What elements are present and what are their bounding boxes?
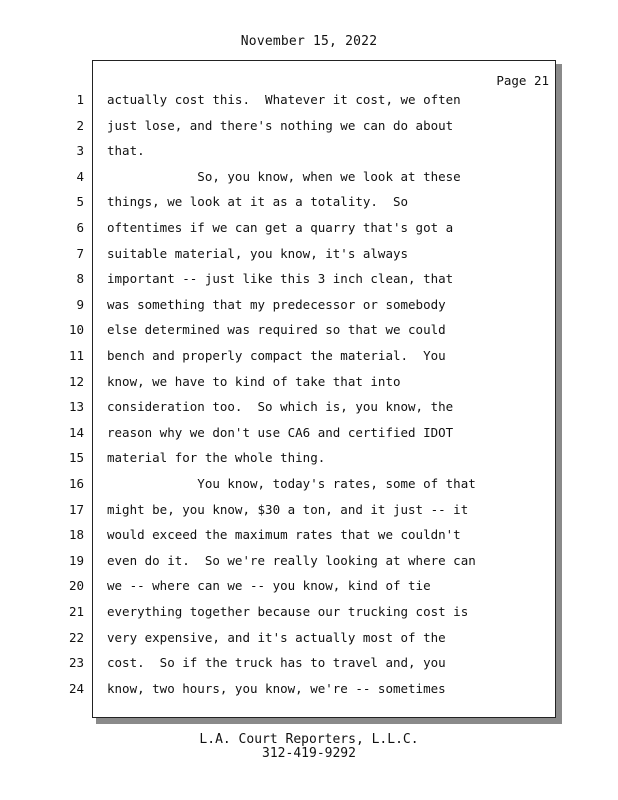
- reporter-phone: 312-419-9292: [262, 746, 356, 761]
- transcript-line: [0, 320, 618, 340]
- line-text: So, you know, when we look at these: [107, 168, 461, 184]
- transcript-line: [0, 525, 618, 545]
- line-number: 7: [76, 245, 84, 261]
- line-number: 3: [76, 143, 84, 159]
- line-text: very expensive, and it's actually most of the: [107, 629, 446, 645]
- reporter-company: L.A. Court Reporters, L.L.C.: [199, 732, 419, 747]
- transcript-line: [0, 346, 618, 366]
- line-number: 14: [68, 424, 84, 440]
- line-text: actually cost this. Whatever it cost, we often: [107, 92, 461, 107]
- transcript-line: [0, 218, 618, 238]
- transcript-line: [0, 602, 618, 622]
- transcript-line: [0, 295, 618, 315]
- line-number: 1: [76, 92, 84, 107]
- line-number: 23: [68, 655, 84, 671]
- line-number: 5: [76, 194, 84, 210]
- line-number: 4: [76, 168, 84, 184]
- transcript-line: [0, 448, 618, 468]
- transcript-line: [0, 116, 618, 136]
- line-number: 19: [68, 552, 84, 568]
- page-number: Page 21: [496, 73, 549, 88]
- transcript-line: [0, 167, 618, 187]
- line-number: 6: [76, 220, 84, 235]
- transcript-line: [0, 269, 618, 289]
- line-text: suitable material, you know, it's always: [107, 245, 409, 261]
- transcript-line: [0, 679, 618, 699]
- transcript-line: [0, 244, 618, 264]
- line-text: might be, you know, $30 a ton, and it just -- it: [107, 501, 469, 517]
- line-text: bench and properly compact the material. You: [107, 348, 446, 363]
- line-number: 17: [68, 501, 84, 517]
- transcript-line: [0, 628, 618, 648]
- line-number: 11: [68, 348, 84, 363]
- line-number: 21: [68, 604, 84, 619]
- transcript-line: [0, 576, 618, 596]
- transcript-line: [0, 90, 618, 110]
- line-number: 2: [76, 117, 84, 133]
- line-text: material for the whole thing.: [107, 450, 326, 466]
- line-text: reason why we don't use CA6 and certified IDOT: [107, 424, 454, 440]
- line-number: 10: [68, 322, 84, 338]
- line-text: know, we have to kind of take that into: [107, 373, 401, 389]
- line-text: was something that my predecessor or somebody: [107, 296, 446, 312]
- transcript-line: [0, 141, 618, 161]
- line-text: know, two hours, you know, we're -- sometimes: [107, 680, 446, 696]
- transcript-line: [0, 500, 618, 520]
- line-text: that.: [107, 143, 145, 159]
- transcript-line: [0, 372, 618, 392]
- transcript-line: [0, 423, 618, 443]
- line-text: would exceed the maximum rates that we couldn't: [107, 527, 461, 543]
- transcript-date: November 15, 2022: [240, 34, 378, 49]
- line-text: else determined was required so that we could: [107, 322, 446, 338]
- line-text: oftentimes if we can get a quarry that's got a: [107, 220, 454, 235]
- line-text: things, we look at it as a totality. So: [107, 194, 409, 210]
- line-text: consideration too. So which is, you know, the: [107, 399, 454, 415]
- line-text: important -- just like this 3 inch clean, that: [107, 271, 454, 287]
- transcript-line: [0, 653, 618, 673]
- line-text: we -- where can we -- you know, kind of tie: [107, 578, 431, 594]
- transcript-line: [0, 192, 618, 212]
- line-number: 13: [68, 399, 84, 415]
- line-number: 16: [68, 476, 84, 491]
- line-text: You know, today's rates, some of that: [107, 476, 476, 491]
- line-text: just lose, and there's nothing we can do about: [107, 117, 454, 133]
- line-number: 9: [76, 296, 84, 312]
- transcript-line: [0, 397, 618, 417]
- line-number: 15: [68, 450, 84, 466]
- footer: [0, 733, 618, 761]
- line-text: even do it. So we're really looking at where can: [107, 552, 476, 568]
- line-number: 22: [68, 629, 84, 645]
- line-text: everything together because our trucking cost is: [107, 604, 469, 619]
- transcript-line: [0, 551, 618, 571]
- line-number: 20: [68, 578, 84, 594]
- line-number: 12: [68, 373, 84, 389]
- line-number: 24: [68, 680, 84, 696]
- line-text: cost. So if the truck has to travel and, you: [107, 655, 446, 671]
- line-number: 8: [76, 271, 84, 287]
- transcript-line: [0, 474, 618, 494]
- line-number: 18: [68, 527, 84, 543]
